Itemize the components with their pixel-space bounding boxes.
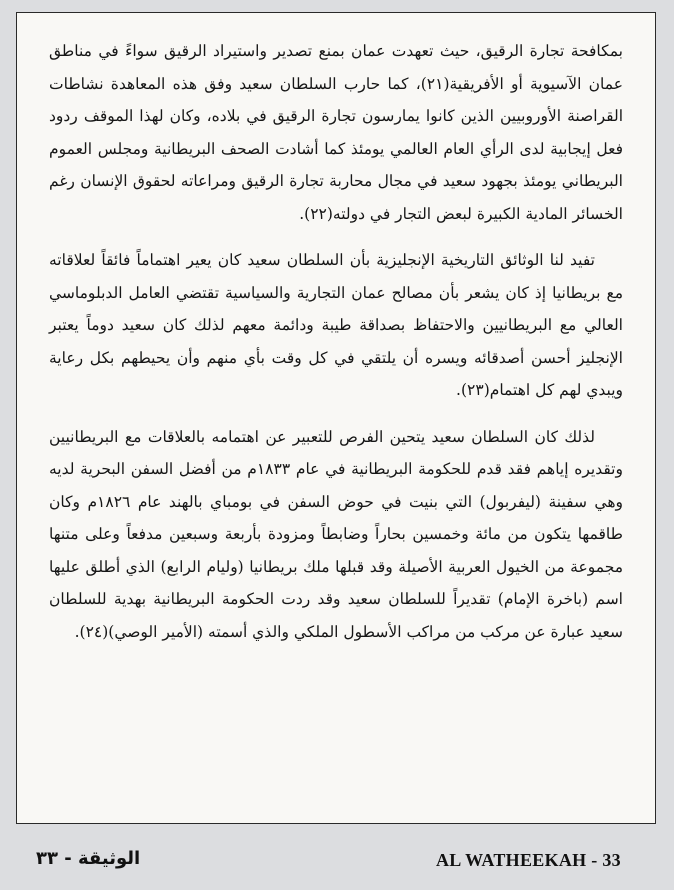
paragraph-2: تفيد لنا الوثائق التاريخية الإنجليزية بأن السلطان سعيد كان يعير اهتماماً فائقاً لعلاقاته مع بريطانيا إذ كان يشعر بأن مصالح عمان التجارية والسياسية تقتضي العامل الدبلوماسي العالي مع البريطانيين والاحتفاظ بصداقة طيبة ودائمة معهم لذلك كان سعيد دوماً يعتبر الإنجليز أحسن أصدقائه ويسره أن يلتقي في كل وقت بأي منهم وأن يحيطهم بكل رعاية ويبدي لهم كل اهتمام(٢٣). bbox=[49, 251, 623, 399]
page-footer bbox=[16, 846, 656, 876]
footer-english-page-label: AL WATHEEKAH - 33 bbox=[436, 850, 621, 870]
footer-arabic-page-label: الوثيقة - ٣٣ bbox=[36, 848, 141, 869]
page-frame bbox=[16, 12, 656, 824]
article-body bbox=[49, 35, 623, 648]
paragraph-1: بمكافحة تجارة الرقيق، حيث تعهدت عمان بمنع تصدير واستيراد الرقيق سواءً في مناطق عمان الآسيوية أو الأفريقية(٢١)، كما حارب السلطان سعيد وفق هذه المعاهدة نشاطات القراصنة الأوروبيين الذين كانوا يمارسون تجارة الرقيق في بلاده، وكان لهذا الموقف ردود فعل إيجابية لدى الرأي العام العالمي يومئذ كما أشادت الصحف البريطانية ومجلس العموم البريطاني يومئذ بجهود سعيد في مجال محاربة تجارة الرقيق ومراعاته لحقوق الإنسان رغم الخسائر المادية الكبيرة لبعض التجار في دولته(٢٢). bbox=[49, 42, 623, 223]
paragraph-3: لذلك كان السلطان سعيد يتحين الفرص للتعبير عن اهتمامه بالعلاقات مع البريطانيين وتقديره إياهم فقد قدم للحكومة البريطانية في عام ١٨٣٣م من أفضل السفن البحرية لديه وهي سفينة (ليفربول) التي بنيت في حوض السفن في بومباي بالهند عام ١٨٢٦م وكان طاقمها يتكون من مائة وخمسين بحاراً وضابطاً ومزودة بأربعة وسبعين مدفعاً وعلى متنها مجموعة من الخيول العربية الأصيلة وقد قبلها ملك بريطانيا (وليام الرابع) الذي أطلق عليها اسم (باخرة الإمام) تقديراً للسلطان سعيد وقد ردت الحكومة البريطانية بهدية للسلطان سعيد عبارة عن مركب من مراكب الأسطول الملكي والذي أسمته (الأمير الوصي)(٢٤). bbox=[49, 427, 623, 641]
